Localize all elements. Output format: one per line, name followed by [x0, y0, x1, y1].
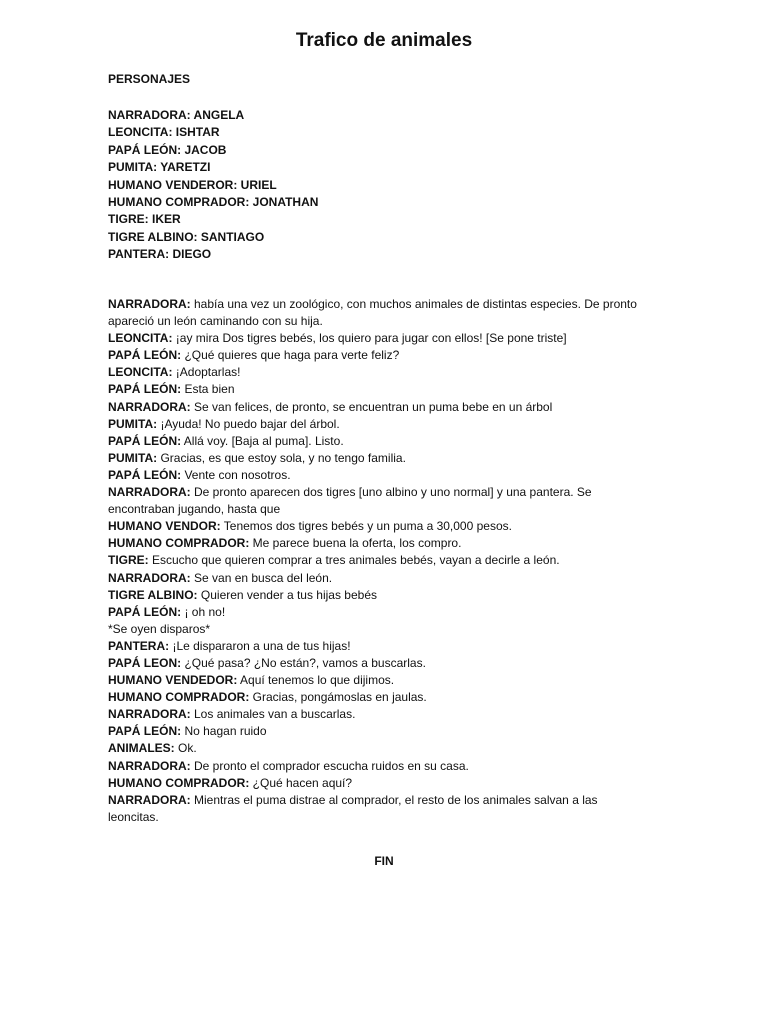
- dialog-line: [108, 672, 648, 689]
- dialog-line: [108, 706, 648, 723]
- dialog-text: De pronto el comprador escucha ruidos en su casa.: [190, 758, 469, 773]
- dialog-line: [108, 723, 648, 740]
- speaker-name: HUMANO COMPRADOR:: [108, 536, 250, 551]
- cast-item: PANTERA: DIEGO: [108, 247, 212, 262]
- dialog-line: [108, 604, 648, 621]
- stage-direction: [108, 621, 648, 638]
- dialog-text: Tenemos dos tigres bebés y un puma a 30,000 pesos.: [220, 519, 512, 534]
- dialog-line: [108, 467, 648, 484]
- dialog-text: había una vez un zoológico, con muchos animales de distintas especies. De pronto apareció un león caminando con su hija.: [108, 297, 637, 329]
- dialog-line: [108, 587, 648, 604]
- speaker-name: HUMANO VENDEDOR:: [108, 673, 238, 688]
- dialog-line: [108, 535, 648, 552]
- end-marker: FIN: [374, 854, 394, 868]
- dialog-text: Quieren vender a tus hijas bebés: [197, 587, 378, 602]
- dialog-line: [108, 381, 648, 398]
- speaker-name: HUMANO COMPRADOR:: [108, 775, 250, 790]
- speaker-name: NARRADORA:: [108, 758, 191, 773]
- speaker-name: PAPÁ LEÓN:: [108, 382, 182, 397]
- dialog-line: [108, 518, 648, 535]
- dialog-text: Allá voy. [Baja al puma]. Listo.: [181, 433, 344, 448]
- dialog-text: Ok.: [174, 741, 197, 756]
- dialog-text: Escucho que quieren comprar a tres animales bebés, vayan a decirle a león.: [148, 553, 560, 568]
- speaker-name: PUMITA:: [108, 450, 158, 465]
- dialog-text: ¡Ayuda! No puedo bajar del árbol.: [157, 416, 340, 431]
- dialog-line: [108, 347, 648, 364]
- dialog-text: Se van felices, de pronto, se encuentran un puma bebe en un árbol: [190, 399, 553, 414]
- dialog-text: ¿Qué hacen aquí?: [249, 775, 353, 790]
- dialog-text: Aquí tenemos lo que dijimos.: [237, 673, 395, 688]
- cast-item: PUMITA: YARETZI: [108, 160, 211, 175]
- dialog-line: [108, 484, 648, 518]
- speaker-name: PANTERA:: [108, 638, 170, 653]
- speaker-name: ANIMALES:: [108, 741, 175, 756]
- dialog-text: ¡ay mira Dos tigres bebés, los quiero para jugar con ellos! [Se pone triste]: [172, 331, 567, 346]
- dialog-text: No hagan ruido: [181, 724, 267, 739]
- dialog-line: [108, 433, 648, 450]
- cast-item: TIGRE ALBINO: SANTIAGO: [108, 229, 265, 244]
- cast-item: HUMANO COMPRADOR: JONATHAN: [108, 195, 319, 210]
- dialog-line: [108, 689, 648, 706]
- speaker-name: HUMANO VENDOR:: [108, 519, 221, 534]
- dialog-line: [108, 792, 648, 826]
- dialog-text: Me parece buena la oferta, los compro.: [249, 536, 462, 551]
- dialog-text: ¡Le dispararon a una de tus hijas!: [169, 638, 351, 653]
- dialog-text: ¿Qué pasa? ¿No están?, vamos a buscarlas.: [181, 655, 426, 670]
- dialog-text: *Se oyen disparos*: [108, 621, 211, 636]
- dialog-text: Los animales van a buscarlas.: [190, 707, 356, 722]
- dialog-text: ¡Adoptarlas!: [172, 365, 241, 380]
- speaker-name: NARRADORA:: [108, 570, 191, 585]
- speaker-name: TIGRE:: [108, 553, 149, 568]
- dialog-text: Gracias, pongámoslas en jaulas.: [249, 690, 427, 705]
- cast-item: NARRADORA: ANGELA: [108, 108, 245, 122]
- dialog-text: ¿Qué quieres que haga para verte feliz?: [181, 348, 400, 363]
- speaker-name: LEONCITA:: [108, 331, 173, 346]
- dialog-line: [108, 775, 648, 792]
- cast-list: [108, 107, 318, 264]
- speaker-name: HUMANO COMPRADOR:: [108, 690, 250, 705]
- speaker-name: NARRADORA:: [108, 297, 191, 311]
- dialog-line: [108, 296, 648, 330]
- dialog-text: Gracias, es que estoy sola, y no tengo familia.: [157, 450, 406, 465]
- cast-item: HUMANO VENDEROR: URIEL: [108, 177, 277, 192]
- dialog-text: Mientras el puma distrae al comprador, el resto de los animales salvan a las leoncitas.: [108, 792, 598, 824]
- document-title: Trafico de animales: [295, 30, 473, 51]
- cast-item: TIGRE: IKER: [108, 212, 181, 227]
- speaker-name: NARRADORA:: [108, 707, 191, 722]
- dialog-text: Se van en busca del león.: [190, 570, 333, 585]
- speaker-name: NARRADORA:: [108, 485, 191, 500]
- dialog-line: [108, 740, 648, 757]
- speaker-name: PAPÁ LEÓN:: [108, 467, 182, 482]
- speaker-name: TIGRE ALBINO:: [108, 587, 198, 602]
- speaker-name: NARRADORA:: [108, 792, 191, 807]
- dialog-line: [108, 570, 648, 587]
- cast-item: LEONCITA: ISHTAR: [108, 125, 220, 140]
- speaker-name: LEONCITA:: [108, 365, 173, 380]
- dialog-line: [108, 552, 648, 569]
- dialog-text: Vente con nosotros.: [181, 467, 291, 482]
- dialog-line: [108, 416, 648, 433]
- script-body: [108, 296, 648, 826]
- dialog-text: De pronto aparecen dos tigres [uno albino y uno normal] y una pantera. Se encontraban jugando, hasta que: [108, 485, 592, 517]
- speaker-name: PAPÁ LEON:: [108, 655, 182, 670]
- speaker-name: PAPÁ LEÓN:: [108, 604, 182, 619]
- dialog-text: ¡ oh no!: [181, 604, 226, 619]
- speaker-name: PAPÁ LEÓN:: [108, 433, 182, 448]
- dialog-line: [108, 638, 648, 655]
- dialog-text: Esta bien: [181, 382, 235, 397]
- speaker-name: PAPÁ LEÓN:: [108, 724, 182, 739]
- dialog-line: [108, 758, 648, 775]
- cast-item: PAPÁ LEÓN: JACOB: [108, 142, 227, 157]
- dialog-line: [108, 330, 648, 347]
- cast-heading: PERSONAJES: [108, 72, 191, 86]
- speaker-name: NARRADORA:: [108, 399, 191, 414]
- dialog-line: [108, 450, 648, 467]
- speaker-name: PUMITA:: [108, 416, 158, 431]
- dialog-line: [108, 364, 648, 381]
- speaker-name: PAPÁ LEÓN:: [108, 348, 182, 363]
- dialog-line: [108, 399, 648, 416]
- dialog-line: [108, 655, 648, 672]
